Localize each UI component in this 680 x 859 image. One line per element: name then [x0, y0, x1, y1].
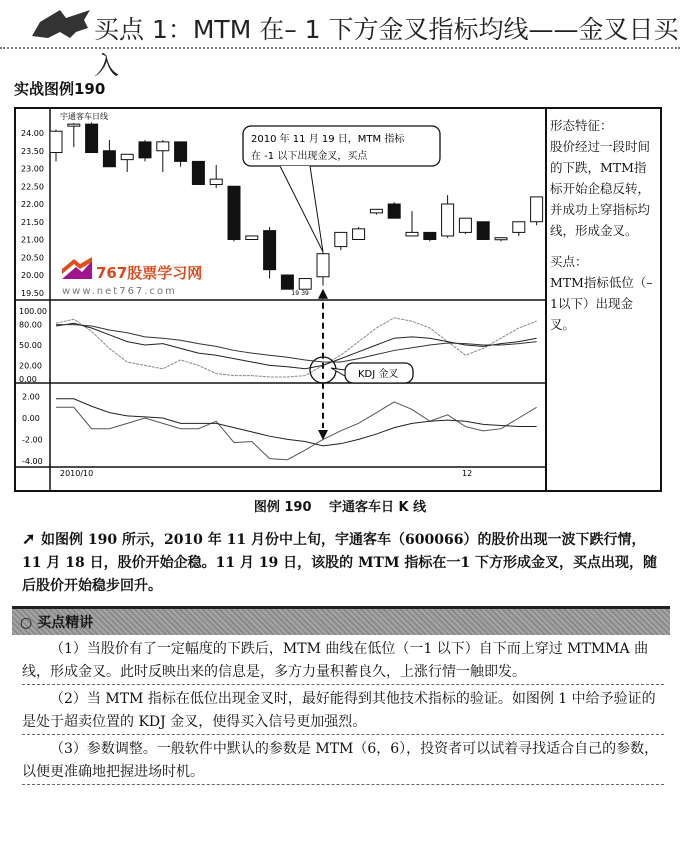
candle-body — [370, 209, 382, 213]
intro-paragraph — [22, 527, 664, 598]
kdj-tick-label: 80.00 — [19, 320, 42, 330]
candle-body — [228, 186, 240, 239]
body-text — [12, 527, 670, 785]
candle-body — [513, 222, 525, 233]
arrow-icon: ➚ — [22, 529, 41, 548]
buy-callout-text: 2010 年 11 月 19 日，MTM 指标 — [251, 134, 405, 145]
kdj-tick-label: 50.00 — [19, 341, 42, 350]
mtmma-line — [56, 399, 537, 446]
candle-body — [192, 161, 204, 184]
mtm-tick-label: 0.00 — [22, 414, 40, 423]
page-title: 买点 1：MTM 在– 1 下方金叉指标均线——金叉日买入 — [94, 15, 679, 80]
list-item: （1）当股价有了一定幅度的下跌后，MTM 曲线在低位（一1 以下）自下而上穿过 MTMMA 曲线，形成金叉。此时反映出来的信息是，多方力量积蓄良久，上涨行情一触即发。 — [22, 638, 664, 685]
price-tick-label: 22.50 — [21, 182, 44, 192]
chart-frame — [14, 107, 547, 492]
candle-body — [442, 204, 454, 236]
side-notes — [546, 107, 662, 492]
price-tick-label: 21.00 — [21, 235, 44, 245]
figure-caption: 图例 190 宇通客车日 K 线 — [253, 500, 427, 515]
section-header — [12, 606, 670, 635]
side-title-buy: 买点： — [550, 254, 588, 269]
candle-body — [139, 142, 151, 158]
candle-body — [353, 229, 365, 240]
candle-body — [86, 124, 98, 152]
watermark-text: 767股票学习网 — [96, 264, 203, 282]
side-text-pattern: 股价经过一段时间的下跌，MTM指标开始企稳反转，并成功上穿指标均线，形成金叉。 — [550, 139, 651, 238]
candle-body — [299, 279, 311, 290]
candle-body — [459, 218, 471, 232]
list-item: （2）当 MTM 指标在低位出现金叉时，最好能得到其他技术指标的验证。如图例 1 中给予验证的是处于超卖位置的 KDJ 金叉，使得买入信号更加强烈。 — [22, 688, 664, 735]
candle-body — [406, 232, 418, 236]
low-label: 19 — [291, 289, 300, 297]
candle-body — [388, 204, 400, 218]
candle-body — [246, 236, 258, 240]
mtm-line — [56, 402, 537, 460]
section-title: 买点精讲 — [37, 615, 94, 631]
price-tick-label: 20.00 — [21, 271, 44, 280]
stock-chart — [16, 109, 545, 490]
kdj-tick-label: 100.00 — [19, 307, 47, 316]
crossover-circle — [310, 357, 336, 383]
price-tick-label: 24.00 — [21, 129, 44, 138]
circle-icon: ○ — [20, 615, 38, 631]
candle-body — [477, 222, 489, 240]
x-label: 12 — [462, 469, 473, 478]
candle-body — [335, 232, 347, 246]
kdj-tick-label: 20.00 — [19, 361, 42, 371]
candle-body — [281, 275, 293, 289]
list-item: （3）参数调整。一般软件中默认的参数是 MTM（6，6），投资者可以试着寻找适合自己的参数，以便更准确地把握进场时机。 — [22, 738, 664, 785]
kdj-callout-text: KDJ 金叉 — [358, 369, 399, 380]
mtm-tick-label: 2.00 — [22, 392, 40, 402]
mtm-tick-label: -2.00 — [22, 435, 43, 445]
kdj-k-line — [56, 323, 537, 369]
price-tick-label: 22.00 — [21, 200, 44, 209]
candle-body — [424, 232, 436, 239]
kdj-callout-pointer — [331, 368, 345, 376]
intro-text: 如图例 190 所示，2010 年 11 月份中上旬，宇通客车（600066）的股价出现一波下跌行情，11 月 18 日，股价开始企稳。11 月 19 日，该股的 MTM 指标在一1 下方形成金叉，买点出现，随后股价开始稳步回升。 — [22, 532, 657, 594]
kdj-d-line — [56, 325, 537, 362]
candle-body — [317, 254, 329, 277]
price-tick-label: 23.50 — [21, 146, 44, 156]
side-title-pattern: 形态特征： — [550, 118, 613, 133]
price-tick-label: 23.00 — [21, 164, 44, 174]
figure-subtitle: 实战图例190 — [14, 80, 106, 98]
bull-icon — [30, 6, 92, 40]
buy-callout-text: 在 -1 以下出现金叉，买点 — [251, 151, 368, 162]
mtm-tick-label: -4.00 — [22, 456, 43, 466]
low-label: 39 — [301, 289, 309, 297]
buy-callout-pointer — [280, 166, 323, 252]
candle-body — [68, 124, 80, 126]
side-text-buy: MTM指标低位（–1以下）出现金叉。 — [550, 275, 653, 332]
candle-body — [531, 197, 543, 222]
candle-body — [121, 154, 133, 159]
arrow-up-icon — [318, 289, 328, 299]
price-tick-label: 20.50 — [21, 253, 44, 263]
price-tick-label: 21.50 — [21, 217, 44, 227]
candle-body — [50, 131, 62, 152]
x-label: 2010/10 — [60, 469, 94, 478]
candle-body — [157, 142, 169, 151]
watermark-url: www.net767.com — [62, 286, 177, 297]
price-tick-label: 19.50 — [21, 288, 44, 298]
kdj-tick-label: 0.00 — [19, 375, 37, 384]
candle-body — [495, 238, 507, 240]
candle-body — [210, 179, 222, 184]
candle-body — [103, 151, 115, 167]
candle-body — [264, 231, 276, 270]
candle-body — [175, 142, 187, 162]
arrow-down-icon — [318, 430, 328, 440]
stock-label: 宇通客车日线 — [60, 112, 108, 121]
divider — [0, 47, 680, 49]
